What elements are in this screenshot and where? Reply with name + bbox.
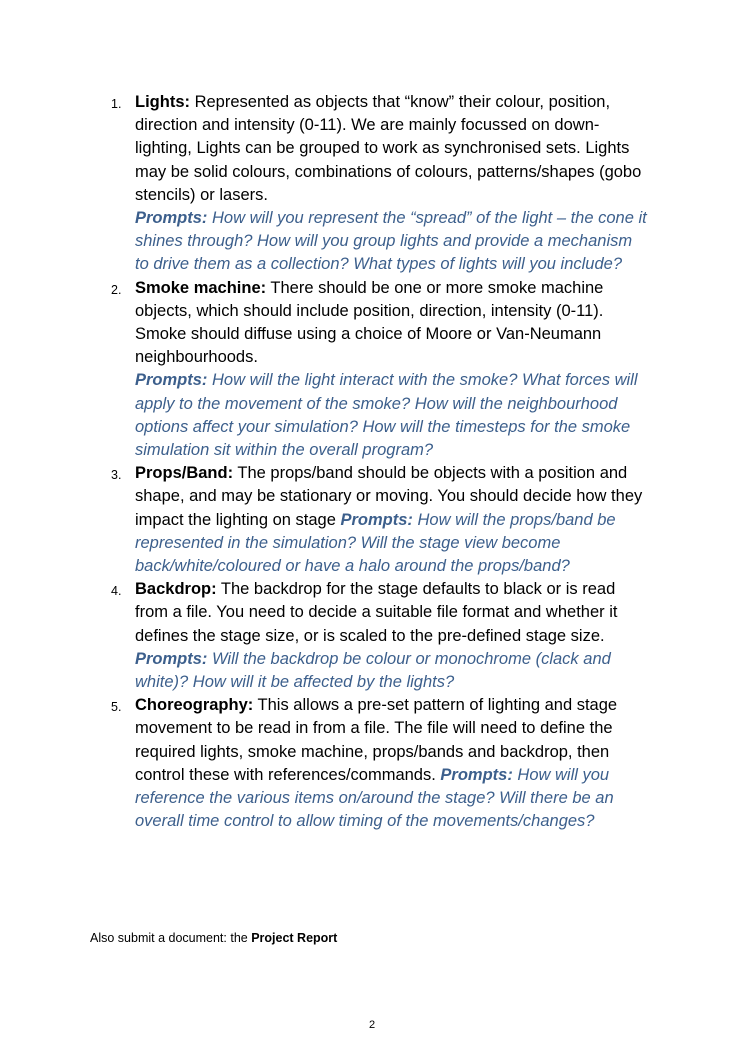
list-item-lights (0, 91, 649, 277)
item-prompt (135, 207, 649, 277)
list-item-choreography (0, 694, 649, 833)
page-number: 2 (368, 1019, 376, 1031)
prompt-label: Prompts: (135, 649, 208, 668)
item-prompt (135, 369, 649, 462)
project-report-label: Project Report (251, 931, 338, 945)
list-number: 2. (111, 282, 122, 297)
item-body: The backdrop for the stage defaults to black or is read from a file. You need to decide a suitable file format and whether it defines the stage size, or is scaled to the pre-defined stage size. (135, 580, 618, 645)
list-item-props-band (0, 462, 649, 578)
prompt-label: Prompts: (135, 209, 208, 228)
prompt-text: How will you reference the various items on/around the stage? Will there be an overall time control to allow timing of the movements/changes? (135, 765, 614, 831)
item-body: The props/band should be objects with a position and shape, and may be stationary or moving. You should decide how they impact the lighting on stage (135, 464, 643, 529)
item-term: Props/Band: (135, 464, 234, 483)
list-number: 5. (111, 700, 122, 715)
list-number: 3. (111, 468, 122, 483)
prompt-label: Prompts: (135, 371, 208, 390)
list-number: 4. (111, 584, 122, 599)
list-number: 1. (111, 97, 122, 111)
submission-note (90, 930, 337, 946)
item-term: Backdrop: (135, 580, 217, 599)
item-body: Represented as objects that “know” their colour, position, direction and intensity (0-11). We are mainly focussed on down-lighting, Lights can be grouped to work as synchronised sets. Lights may be solid colours, combinations of colours, patterns/shapes (gobo stencils) or lasers. (135, 93, 642, 204)
item-term: Smoke machine: (135, 278, 267, 297)
item-prompt (135, 648, 649, 694)
prompt-text: How will the light interact with the smoke? What forces will apply to the movement of the smoke? How will the neighbourhood options affect your simulation? How will the timesteps for the smoke simulation sit within the overall program? (135, 371, 638, 460)
prompt-text: How will the props/band be represented in the simulation? Will the stage view become back/white/coloured or have a halo around the props/band? (135, 510, 616, 576)
prompt-text: Will the backdrop be colour or monochrome (clack and white)? How will it be affected by the lights? (135, 649, 611, 692)
item-body: This allows a pre-set pattern of lighting and stage movement to be read in from a file. The file will need to define the required lights, smoke machine, props/bands and backdrop, then control these with references/commands. (135, 696, 618, 784)
list-item-backdrop (0, 578, 649, 694)
submission-note-text: Also submit a document: the (90, 931, 252, 945)
item-term: Choreography: (135, 696, 254, 715)
list-item-smoke-machine (0, 277, 649, 463)
requirements-list (0, 91, 649, 834)
prompt-label: Prompts: (340, 510, 413, 529)
prompt-label: Prompts: (440, 765, 513, 784)
item-body: There should be one or more smoke machine objects, which should include position, direction, intensity (0-11). Smoke should diffuse using a choice of Moore or Van-Neumann neighbourhoods. (135, 278, 604, 367)
prompt-text: How will you represent the “spread” of the light – the cone it shines through? How will you group lights and provide a mechanism to drive them as a collection? What types of lights will you include? (135, 209, 647, 274)
item-term: Lights: (135, 93, 190, 111)
